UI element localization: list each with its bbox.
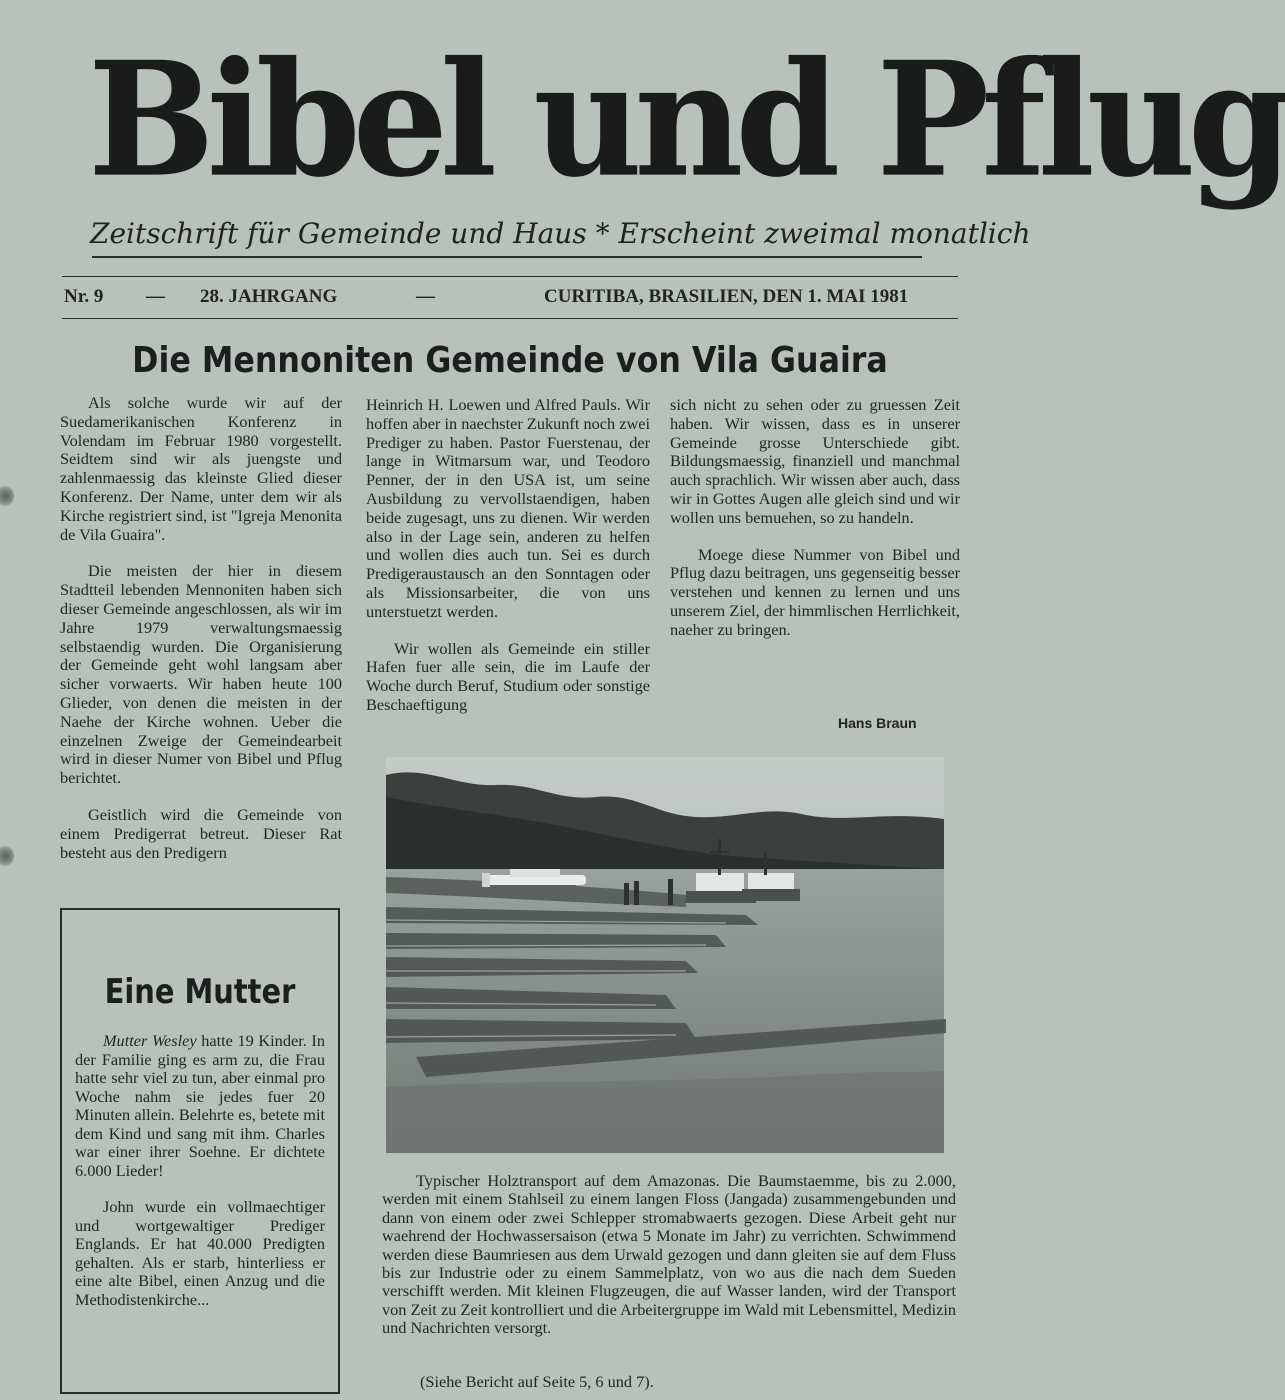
masthead-title: Bibel und Pflug (88, 27, 1285, 213)
subtitle-underline (92, 256, 922, 258)
article-paragraph: sich nicht zu sehen oder zu gruessen Zeit haben. Wir wissen, dass es in unserer Gemeinde grosse Unterschiede gibt. Bildungsmaessig, finanziell und manchmal auch sprachlich. Wir wissen aber auch, dass wir in Gottes Augen alle gleich sind und wir wollen uns bemuehen, so zu handeln. (670, 395, 960, 527)
issue-number: Nr. 9 (64, 286, 104, 307)
box-text (75, 1032, 325, 1327)
sidebar-box (60, 908, 340, 1394)
issue-dateline: CURITIBA, BRASILIEN, DEN 1. MAI 1981 (544, 286, 909, 307)
article-paragraph: Wir wollen als Gemeinde ein stiller Hafen fuer alle sein, die im Laufe der Woche durch Beruf, Studium oder sonstige Beschaeftigung (366, 638, 650, 714)
box-paragraph (75, 1032, 325, 1180)
article-headline: Die Mennoniten Gemeinde von Vila Guaira (132, 340, 888, 381)
article-paragraph: Heinrich H. Loewen und Alfred Pauls. Wir hoffen aber in naechster Zukunft noch zwei Prediger zu haben. Pastor Fuerstenau, der lange in Witmarsum war, und Teodoro Penner, der in den USA ist, um seine Ausbildung zu vervollstaendigen, haben beide zugesagt, uns zu dienen. Wir werden also in der Lage sein, anderen zu helfen und wollen dies auch tun. Sei es durch Predigeraustausch an den Sonntagen oder als Missionsarbeiter, die von uns unterstuetzt werden. (366, 395, 650, 621)
article-paragraph: Die meisten der hier in diesem Stadtteil lebenden Mennoniten haben sich dieser Gemeinde angeschlossen, als wir im Jahre 1979 verwaltungsmaessig selbstaendig wurden. Die Organisierung der Gemeinde geht wohl langsam aber sicher vorwaerts. Wir haben heute 100 Glieder, von denen die meisten in der Naehe der Kirche wohnen. Ueber die einzelnen Zweige der Gemeindearbeit wird in dieser Numer von Bibel und Pflug berichtet. (60, 561, 342, 788)
photo-caption (382, 1172, 956, 1338)
see-also-note: (Siehe Bericht auf Seite 5, 6 und 7). (420, 1372, 654, 1391)
issue-rule-top (62, 276, 958, 277)
article-column-1 (60, 394, 342, 880)
issue-rule-bottom (62, 318, 958, 319)
issue-dash: — (416, 286, 435, 307)
binder-hole (0, 486, 14, 506)
binder-hole (0, 846, 14, 866)
article-column-2 (366, 396, 650, 733)
box-paragraph-text: hatte 19 Kinder. In der Familie ging es arm zu, die Frau hatte sehr viel zu tun, aber einmal pro Woche nahm sie jedes fuer 20 Minuten allein. Belehrte es, betete mit dem Kind und sang mit ihm. Charles war einer ihrer Soehne. Er dichtete 6.000 Lieder! (75, 1031, 325, 1180)
river-photo-illustration (386, 757, 944, 1153)
article-column-3 (670, 396, 960, 658)
box-title: Eine Mutter (104, 972, 296, 1012)
issue-volume: 28. JAHRGANG (200, 286, 338, 307)
masthead-subtitle: Zeitschrift für Gemeinde und Haus * Erscheint zweimal monatlich (90, 217, 1031, 250)
article-paragraph: Als solche wurde wir auf der Suedamerikanischen Konferenz in Volendam im Februar 1980 vorgestellt. Seidtem sind wir als juengste und zahlenmaessig das kleinste Glied dieser Konferenz. Der Name, unter dem wir als Kirche registriert sind, ist "Igreja Menonita de Vila Guaira". (60, 393, 342, 544)
box-paragraph: John wurde ein vollmaechtiger und wortgewaltiger Prediger Englands. Er hat 40.000 Predigten gehalten. Als er starb, hinterliess er eine alte Bibel, einen Anzug und die Methodistenkirche... (75, 1197, 325, 1309)
river-photo (386, 757, 944, 1153)
box-name: Mutter Wesley (103, 1031, 197, 1050)
article-paragraph: Moege diese Nummer von Bibel und Pflug dazu beitragen, uns gegenseitig besser verstehen und kennen zu lernen und uns unserem Ziel, der himmlischen Herrlichkeit, naeher zu bringen. (670, 544, 960, 639)
article-author: Hans Braun (838, 715, 917, 731)
photo-caption-text: Typischer Holztransport auf dem Amazonas. Die Baumstaemme, bis zu 2.000, werden mit einem Stahlseil zu einem langen Floss (Jangada) zusammengebunden und dann von einem oder zwei Schlepper stromabwaerts gezogen. Diese Arbeit geht nur waehrend der Hochwassersaison (etwa 5 Monate im Jahr) zu verrichten. Schwimmend werden diese Baumriesen aus dem Urwald gezogen und dann gleiten sie auf dem Fluss bis zur Industrie oder zu einem Sammelplatz, von wo aus die nach dem Sueden verschifft werden. Mit kleinen Flugzeugen, die auf Wasser landen, wird der Transport von Zeit zu Zeit kontrolliert und die Arbeitergruppe im Wald mit Lebensmittel, Medizin und Nachrichten versorgt. (382, 1171, 956, 1338)
issue-dash: — (146, 286, 165, 307)
article-paragraph: Geistlich wird die Gemeinde von einem Predigerrat betreut. Dieser Rat besteht aus den Predigern (60, 804, 342, 862)
